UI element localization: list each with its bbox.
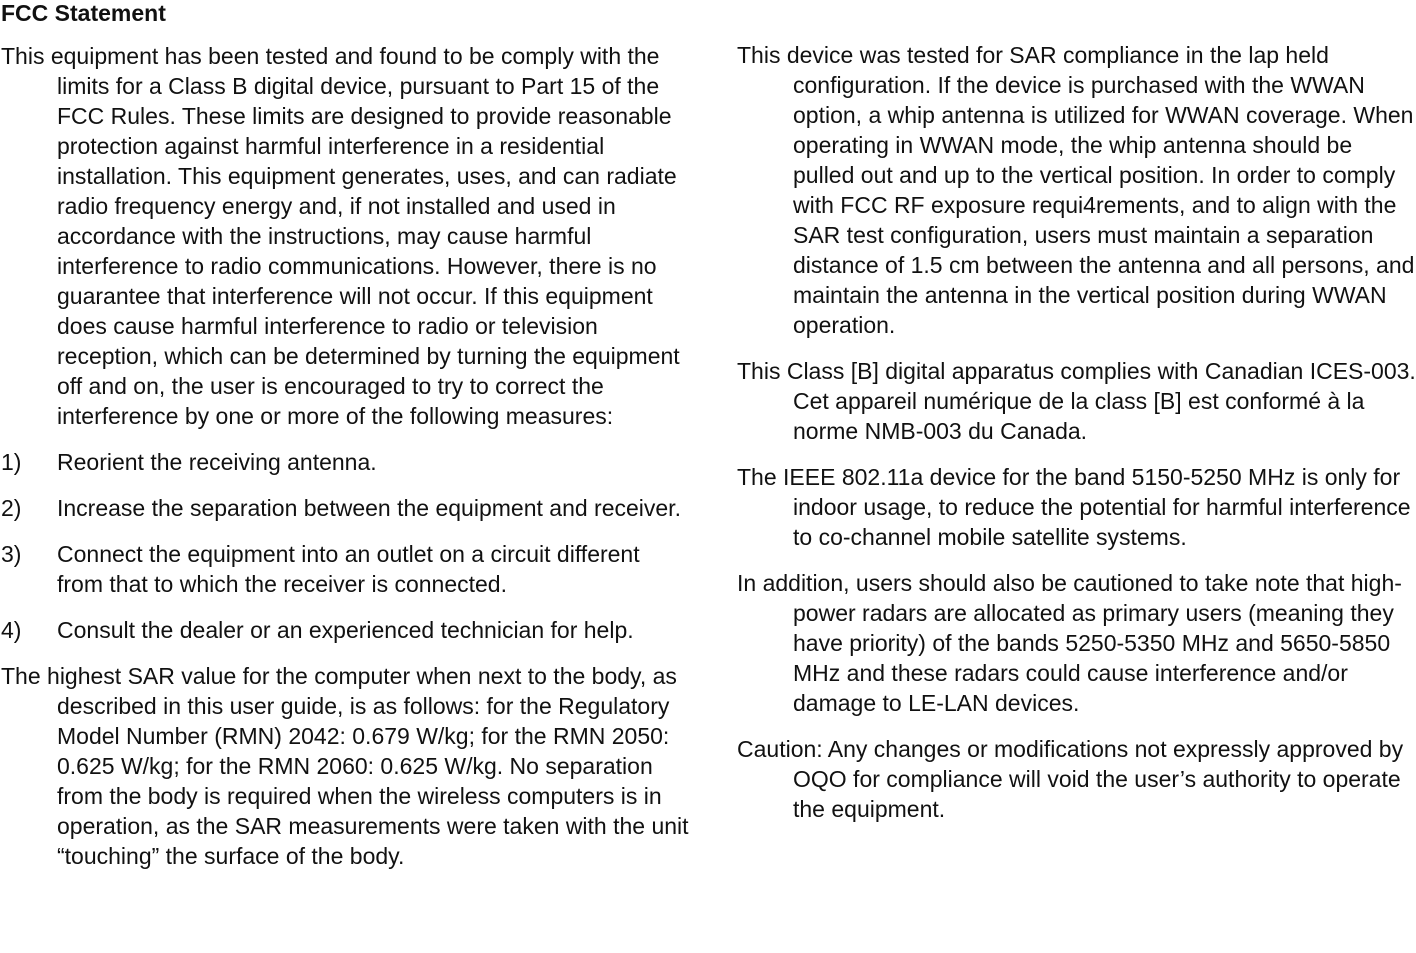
measure-number: 3): [1, 541, 22, 567]
measure-number: 1): [1, 449, 22, 475]
page-title: FCC Statement: [1, 0, 166, 26]
measure-number: 4): [1, 617, 22, 643]
right-column: [737, 0, 1416, 824]
measure-number: 2): [1, 495, 22, 521]
measure-item-2: [1, 493, 691, 523]
sar-values-paragraph: The highest SAR value for the computer when next to the body, as described in this user guide, is as follows: for the Regulatory Model Number (RMN) 2042: 0.679 W/kg; for the RMN 2050: 0.625 W/kg; for the RMN 2060: 0.625 W/kg. No separation from the body is required when the wireless computers is in operation, as the SAR measurements were taken with the unit “touching” the surface of the body.: [1, 663, 689, 869]
measure-text: Increase the separation between the equipment and receiver.: [57, 495, 681, 521]
sar-lap-paragraph: This device was tested for SAR compliance in the lap held configuration. If the device is purchased with the WWAN option, a whip antenna is utilized for WWAN coverage. When operating in WWAN mode, the whip antenna should be pulled out and up to the vertical position. In order to comply with FCC RF exposure requi4rements, and to align with the SAR test configuration, users must maintain a separation distance of 1.5 cm between the antenna and all persons, and maintain the antenna in the vertical position during WWAN operation.: [737, 42, 1415, 338]
left-column: [1, 0, 691, 871]
canada-compliance-paragraph: This Class [B] digital apparatus complies with Canadian ICES-003. Cet appareil numérique de la class [B] est conformé à la norme NMB-003 du Canada.: [737, 358, 1416, 444]
measure-text: Reorient the receiving antenna.: [57, 449, 377, 475]
measure-text: Consult the dealer or an experienced technician for help.: [57, 617, 634, 643]
ieee-paragraph: The IEEE 802.11a device for the band 5150-5250 MHz is only for indoor usage, to reduce the potential for harmful interference to co-channel mobile satellite systems.: [737, 464, 1411, 550]
caution-paragraph: Caution: Any changes or modifications not expressly approved by OQO for compliance will void the user’s authority to operate the equipment.: [737, 736, 1404, 822]
measure-item-4: [1, 615, 691, 645]
measure-item-3: [1, 539, 691, 599]
radar-caution-paragraph: In addition, users should also be cautioned to take note that high-power radars are allocated as primary users (meaning they have priority) of the bands 5250-5350 MHz and 5650-5850 MHz and these radars could cause interference and/or damage to LE-LAN devices.: [737, 570, 1402, 716]
measure-text: Connect the equipment into an outlet on a circuit different from that to which the receiver is connected.: [57, 541, 640, 597]
measure-item-1: [1, 447, 691, 477]
fcc-intro-paragraph: This equipment has been tested and found to be comply with the limits for a Class B digital device, pursuant to Part 15 of the FCC Rules. These limits are designed to provide reasonable protection against harmful interference in a residential installation. This equipment generates, uses, and can radiate radio frequency energy and, if not installed and used in accordance with the instructions, may cause harmful interference to radio communications. However, there is no guarantee that interference will not occur. If this equipment does cause harmful interference to radio or television reception, which can be determined by turning the equipment off and on, the user is encouraged to try to correct the interference by one or more of the following measures:: [1, 43, 680, 429]
